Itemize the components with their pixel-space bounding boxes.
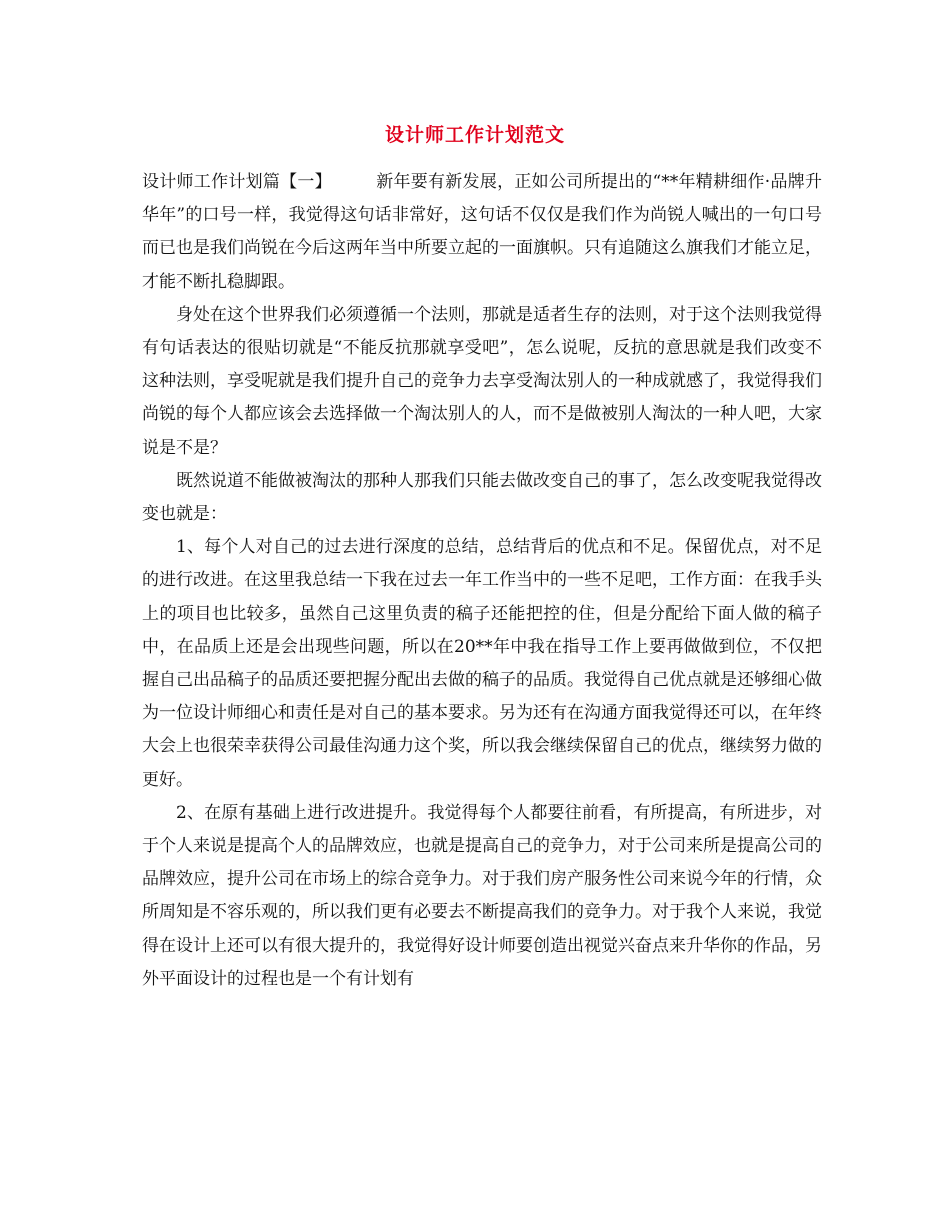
paragraph-3: 既然说道不能做被淘汰的那种人那我们只能去做改变自己的事了，怎么改变呢我觉得改变也就是： bbox=[142, 470, 822, 525]
paragraph-5: 2、在原有基础上进行改进提升。我觉得每个人都要往前看，有所提高，有所进步，对于个人来说是提高个人的品牌效应，也就是提高自己的竞争力，对于公司来所是提高公司的品牌效应，提升公司在市场上的综合竞争力。对于我们房产服务性公司来说今年的行情，众所周知是不容乐观的，所以我们更有必要去不断提高我们的竞争力。对于我个人来说，我觉得在设计上还可以有很大提升的，我觉得好设计师要创造出视觉兴奋点来升华你的作品，另外平面设计的过程也是一个有计划有 bbox=[142, 802, 822, 989]
document-body bbox=[142, 166, 822, 996]
document-title: 设计师工作计划范文 bbox=[384, 124, 565, 146]
paragraph-4: 1、每个人对自己的过去进行深度的总结，总结背后的优点和不足。保留优点，对不足的进行改进。在这里我总结一下我在过去一年工作当中的一些不足吧，工作方面：在我手头上的项目也比较多，虽然自己这里负责的稿子还能把控的住，但是分配给下面人做的稿子中，在品质上还是会出现些问题，所以在20**年中我在指导工作上要再做做到位，不仅把握自己出品稿子的品质还要把握分配出去做的稿子的品质。我觉得自己优点就是还够细心做为一位设计师细心和责任是对自己的基本要求。另为还有在沟通方面我觉得还可以，在年终大会上也很荣幸获得公司最佳沟通力这个奖，所以我会继续保留自己的优点，继续努力做的更好。 bbox=[142, 537, 822, 790]
paragraph-1-text: 新年要有新发展，正如公司所提出的“**年精耕细作·品牌升华年”的口号一样，我觉得这句话非常好，这句话不仅仅是我们作为尚锐人喊出的一句口号而已也是我们尚锐在今后这两年当中所要立起的一面旗帜。只有追随这么旗我们才能立足，才能不断扎稳脚跟。 bbox=[142, 172, 823, 292]
paragraph-2: 身处在这个世界我们必须遵循一个法则，那就是适者生存的法则，对于这个法则我觉得有句话表达的很贴切就是“不能反抗那就享受吧”，怎么说呢，反抗的意思就是我们改变不这种法则，享受呢就是我们提升自己的竞争力去享受淘汰别人的一种成就感了，我觉得我们尚锐的每个人都应该会去选择做一个淘汰别人的人，而不是做被别人淘汰的一种人吧，大家说是不是？ bbox=[142, 304, 822, 458]
section-heading: 设计师工作计划篇【一】 bbox=[142, 172, 332, 192]
paragraph-1 bbox=[142, 166, 822, 299]
